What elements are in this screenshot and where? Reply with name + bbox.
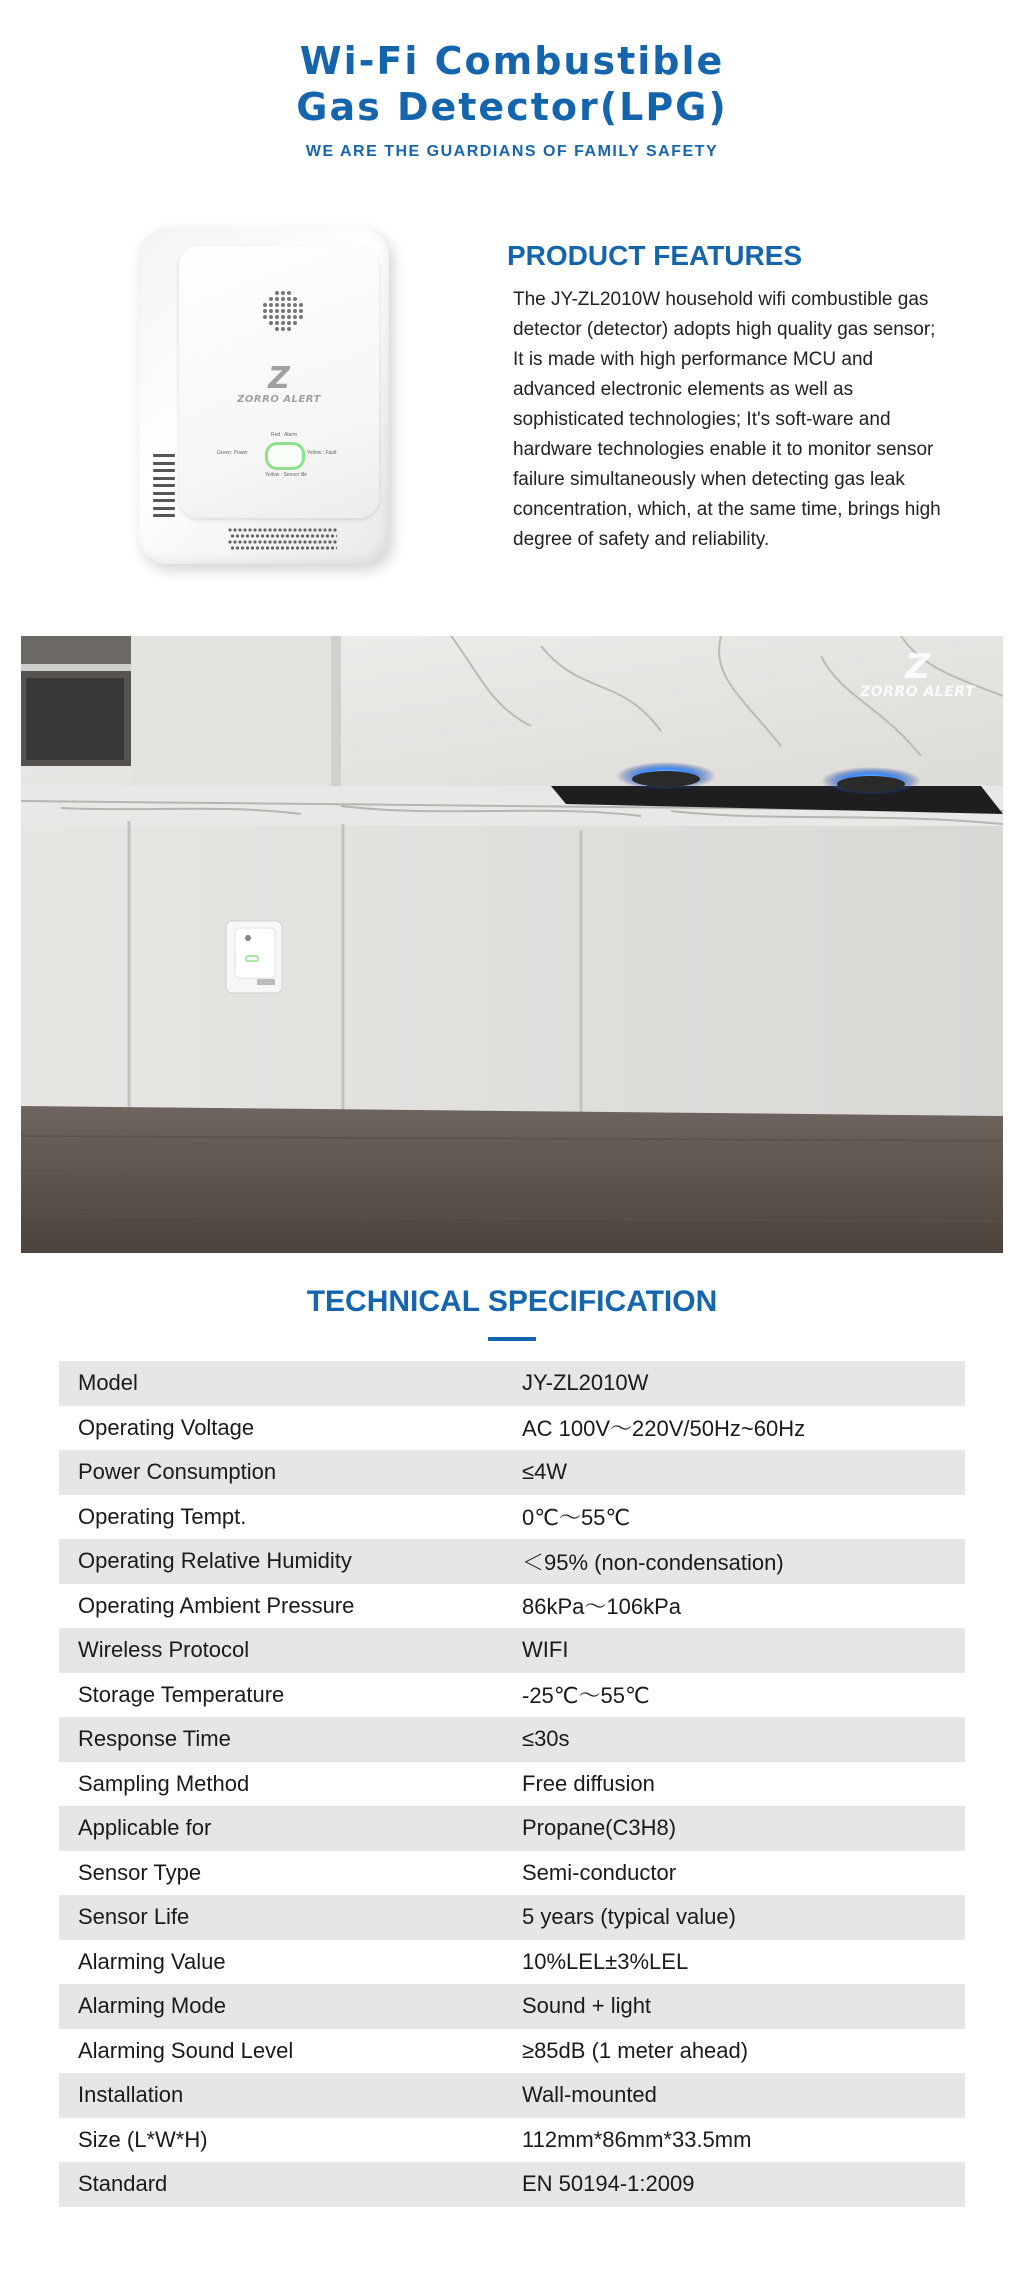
vent-hole bbox=[228, 540, 231, 543]
indicator-label-power: Green: Power bbox=[217, 450, 248, 456]
vent-hole bbox=[268, 540, 271, 543]
vent-hole bbox=[313, 540, 316, 543]
vent-hole bbox=[286, 534, 289, 537]
vent-hole bbox=[233, 540, 236, 543]
product-image bbox=[135, 222, 395, 567]
vent-hole bbox=[328, 540, 331, 543]
spec-row bbox=[59, 2073, 965, 2118]
vent-hole bbox=[278, 528, 281, 531]
vent-slot bbox=[153, 499, 175, 502]
spec-row bbox=[59, 1984, 965, 2029]
spec-value: 5 years (typical value) bbox=[510, 1895, 965, 1940]
speaker-hole bbox=[299, 309, 303, 313]
detector-housing bbox=[139, 228, 389, 564]
vent-hole bbox=[281, 546, 284, 549]
spec-value: Propane(C3H8) bbox=[510, 1806, 965, 1851]
tagline: WE ARE THE GUARDIANS OF FAMILY SAFETY bbox=[305, 143, 719, 160]
speaker-hole bbox=[293, 309, 297, 313]
spec-value: Wall-mounted bbox=[510, 2073, 965, 2118]
speaker-hole bbox=[275, 291, 279, 295]
spec-row bbox=[59, 1495, 965, 1540]
speaker-hole bbox=[275, 327, 279, 331]
vent-hole bbox=[246, 546, 249, 549]
speaker-hole bbox=[287, 309, 291, 313]
spec-value: ＜95% (non-condensation) bbox=[510, 1539, 965, 1584]
speaker-hole bbox=[269, 315, 273, 319]
speaker-hole bbox=[281, 303, 285, 307]
vent-hole bbox=[251, 534, 254, 537]
speaker-hole bbox=[281, 297, 285, 301]
indicator-label-fault: Yellow : Fault bbox=[307, 450, 337, 456]
spec-label: Model bbox=[59, 1361, 510, 1406]
vent-hole bbox=[241, 546, 244, 549]
spec-label: Size (L*W*H) bbox=[78, 2126, 208, 2152]
vent-hole bbox=[323, 528, 326, 531]
vent-hole bbox=[303, 540, 306, 543]
spec-label: Operating Ambient Pressure bbox=[78, 1592, 355, 1618]
vent-slot bbox=[153, 492, 175, 495]
brand-logo-mark: Z bbox=[268, 361, 290, 396]
speaker-hole bbox=[275, 321, 279, 325]
vent-hole bbox=[283, 540, 286, 543]
spec-row bbox=[59, 1717, 965, 1762]
spec-value: -25℃～55℃ bbox=[522, 1683, 650, 1709]
spec-row bbox=[59, 1895, 965, 1940]
vent-hole bbox=[263, 528, 266, 531]
vent-hole bbox=[331, 546, 334, 549]
vent-hole bbox=[281, 534, 284, 537]
vent-hole bbox=[238, 540, 241, 543]
vent-hole bbox=[308, 528, 311, 531]
spec-label: Wireless Protocol bbox=[59, 1628, 510, 1673]
vent-hole bbox=[253, 528, 256, 531]
spec-row bbox=[59, 1539, 965, 1584]
vent-hole bbox=[298, 540, 301, 543]
vent-slot bbox=[153, 469, 175, 472]
spec-row bbox=[59, 2029, 965, 2074]
brand-logo bbox=[229, 361, 329, 405]
features-description: The JY-ZL2010W household wifi combustible gas detector (detector) adopts high quality gas sensor; It is made with high performance MCU and advanced electronic elements as well as sophisticated technologies; It's soft-ware and hardware technologies enable it to monitor sensor failure simultaneously when detecting gas leak concentration, which, at the same time, brings high degree of safety and reliability. bbox=[513, 289, 941, 550]
spec-row bbox=[59, 1851, 965, 1896]
spec-row bbox=[59, 1361, 965, 1406]
page-title-line-1: Wi-Fi Combustible bbox=[299, 39, 725, 83]
vent-hole bbox=[271, 546, 274, 549]
spec-value: 0℃～55℃ bbox=[522, 1505, 631, 1531]
spec-row bbox=[59, 1940, 965, 1985]
spec-value: Sound + light bbox=[510, 1984, 965, 2029]
vent-hole bbox=[291, 546, 294, 549]
vent-hole bbox=[266, 546, 269, 549]
speaker-hole bbox=[281, 327, 285, 331]
spec-label: Sampling Method bbox=[78, 1770, 250, 1796]
vent-hole bbox=[328, 528, 331, 531]
vent-hole bbox=[271, 534, 274, 537]
vent-hole bbox=[268, 528, 271, 531]
indicator-label-alarm: Red : Alarm bbox=[271, 432, 298, 438]
spec-value: EN 50194-1:2009 bbox=[510, 2162, 965, 2207]
speaker-grille bbox=[263, 291, 307, 335]
spec-label: Sensor Life bbox=[59, 1895, 510, 1940]
page-title-line-2: Gas Detector(LPG) bbox=[296, 85, 728, 129]
brand-logo-text: ZORRO ALERT bbox=[237, 394, 321, 405]
kitchen-illustration bbox=[21, 636, 1003, 1253]
spec-row bbox=[59, 2162, 965, 2207]
bottom-vent bbox=[227, 526, 337, 554]
vent-hole bbox=[251, 546, 254, 549]
watermark-mark: Z bbox=[905, 647, 930, 687]
vent-slot bbox=[153, 477, 175, 480]
vent-hole bbox=[298, 528, 301, 531]
vent-hole bbox=[296, 534, 299, 537]
vent-hole bbox=[326, 534, 329, 537]
speaker-hole bbox=[269, 321, 273, 325]
speaker-hole bbox=[287, 303, 291, 307]
vent-hole bbox=[301, 546, 304, 549]
vent-hole bbox=[261, 546, 264, 549]
speaker-hole bbox=[275, 297, 279, 301]
vent-hole bbox=[258, 528, 261, 531]
vent-hole bbox=[263, 540, 266, 543]
vent-hole bbox=[303, 528, 306, 531]
speaker-hole bbox=[263, 315, 267, 319]
spec-label: Storage Temperature bbox=[78, 1681, 285, 1707]
speaker-hole bbox=[275, 303, 279, 307]
vent-hole bbox=[243, 528, 246, 531]
vent-hole bbox=[306, 534, 309, 537]
speaker-hole bbox=[269, 309, 273, 313]
vent-hole bbox=[311, 534, 314, 537]
vent-hole bbox=[316, 546, 319, 549]
spec-row bbox=[59, 1673, 965, 1718]
speaker-hole bbox=[299, 315, 303, 319]
spec-value: 10%LEL±3%LEL bbox=[522, 1948, 689, 1974]
spec-label: Response Time bbox=[59, 1717, 510, 1762]
speaker-hole bbox=[269, 297, 273, 301]
speaker-hole bbox=[287, 291, 291, 295]
spec-row bbox=[59, 2118, 965, 2163]
speaker-hole bbox=[263, 303, 267, 307]
vent-hole bbox=[253, 540, 256, 543]
vent-hole bbox=[336, 534, 337, 537]
spec-title: TECHNICAL SPECIFICATION bbox=[306, 1285, 718, 1318]
vent-hole bbox=[231, 546, 234, 549]
vent-hole bbox=[258, 540, 261, 543]
vent-hole bbox=[276, 534, 279, 537]
vent-hole bbox=[333, 528, 336, 531]
spec-label: Power Consumption bbox=[59, 1450, 510, 1495]
vent-hole bbox=[321, 534, 324, 537]
vent-hole bbox=[318, 540, 321, 543]
speaker-hole bbox=[299, 303, 303, 307]
spec-value: 86kPa～106kPa bbox=[522, 1594, 681, 1620]
vent-hole bbox=[318, 528, 321, 531]
spec-value: Semi-conductor bbox=[522, 1859, 677, 1885]
vent-hole bbox=[273, 540, 276, 543]
speaker-hole bbox=[275, 315, 279, 319]
vent-hole bbox=[236, 546, 239, 549]
spec-label: Installation bbox=[59, 2073, 510, 2118]
spec-row bbox=[59, 1806, 965, 1851]
vent-hole bbox=[293, 528, 296, 531]
vent-hole bbox=[266, 534, 269, 537]
speaker-hole bbox=[269, 303, 273, 307]
vent-hole bbox=[288, 528, 291, 531]
watermark-text: ZORRO ALERT bbox=[860, 684, 975, 700]
vent-hole bbox=[261, 534, 264, 537]
vent-hole bbox=[288, 540, 291, 543]
vent-hole bbox=[321, 546, 324, 549]
indicator-lens bbox=[265, 442, 305, 470]
spec-value: WIFI bbox=[510, 1628, 965, 1673]
spec-value: 112mm*86mm*33.5mm bbox=[522, 2126, 752, 2152]
vent-hole bbox=[241, 534, 244, 537]
spec-row bbox=[59, 1450, 965, 1495]
speaker-hole bbox=[263, 309, 267, 313]
vent-hole bbox=[238, 528, 241, 531]
vent-hole bbox=[323, 540, 326, 543]
spec-row bbox=[59, 1406, 965, 1451]
speaker-hole bbox=[293, 315, 297, 319]
vent-hole bbox=[326, 546, 329, 549]
spec-label: Alarming Sound Level bbox=[78, 2037, 294, 2063]
speaker-hole bbox=[281, 315, 285, 319]
spec-label: Alarming Value bbox=[78, 1948, 226, 1974]
vent-hole bbox=[306, 546, 309, 549]
vent-hole bbox=[286, 546, 289, 549]
vent-hole bbox=[256, 546, 259, 549]
vent-hole bbox=[283, 528, 286, 531]
vent-hole bbox=[248, 528, 251, 531]
spec-label: Applicable for bbox=[59, 1806, 510, 1851]
vent-hole bbox=[301, 534, 304, 537]
spec-label: Alarming Mode bbox=[59, 1984, 510, 2029]
vent-hole bbox=[231, 534, 234, 537]
spec-row bbox=[59, 1584, 965, 1629]
vent-hole bbox=[331, 534, 334, 537]
speaker-hole bbox=[287, 315, 291, 319]
spec-label: Standard bbox=[59, 2162, 510, 2207]
spec-label: Operating Relative Humidity bbox=[59, 1539, 510, 1584]
detector-face bbox=[179, 246, 379, 518]
speaker-hole bbox=[293, 297, 297, 301]
kitchen-scene-image bbox=[21, 636, 1003, 1253]
watermark bbox=[860, 647, 975, 700]
indicator-label-sensor-life: Yellow : Sensor life bbox=[265, 472, 308, 478]
vent-hole bbox=[291, 534, 294, 537]
vent-hole bbox=[308, 540, 311, 543]
vent-hole bbox=[311, 546, 314, 549]
spec-row bbox=[59, 1762, 965, 1807]
spec-value: ≤4W bbox=[510, 1450, 965, 1495]
speaker-hole bbox=[287, 321, 291, 325]
spec-label: Operating Tempt. bbox=[78, 1503, 247, 1529]
page-title bbox=[0, 38, 1024, 130]
speaker-hole bbox=[275, 309, 279, 313]
speaker-hole bbox=[293, 321, 297, 325]
speaker-hole bbox=[281, 321, 285, 325]
vent-slot bbox=[153, 484, 175, 487]
side-vent bbox=[153, 454, 175, 520]
speaker-hole bbox=[287, 327, 291, 331]
vent-slot bbox=[153, 462, 175, 465]
vent-slot bbox=[153, 507, 175, 510]
spec-value: Free diffusion bbox=[522, 1770, 655, 1796]
vent-hole bbox=[233, 528, 236, 531]
vent-hole bbox=[236, 534, 239, 537]
vent-hole bbox=[293, 540, 296, 543]
vent-hole bbox=[296, 546, 299, 549]
spec-title-underline bbox=[488, 1337, 536, 1341]
speaker-hole bbox=[281, 309, 285, 313]
spec-label: Sensor Type bbox=[78, 1859, 202, 1885]
vent-hole bbox=[248, 540, 251, 543]
vent-hole bbox=[313, 528, 316, 531]
vent-hole bbox=[243, 540, 246, 543]
vent-slot bbox=[153, 514, 175, 517]
spec-value: AC 100V～220V/50Hz~60Hz bbox=[522, 1416, 806, 1442]
vent-slot bbox=[153, 454, 175, 457]
vent-hole bbox=[273, 528, 276, 531]
spec-table bbox=[59, 1361, 965, 2207]
speaker-hole bbox=[287, 297, 291, 301]
vent-hole bbox=[246, 534, 249, 537]
vent-hole bbox=[336, 546, 337, 549]
spec-value: JY-ZL2010W bbox=[510, 1361, 965, 1406]
vent-hole bbox=[333, 540, 336, 543]
spec-value: ≥85dB (1 meter ahead) bbox=[522, 2037, 749, 2063]
vent-hole bbox=[316, 534, 319, 537]
spec-row bbox=[59, 1628, 965, 1673]
vent-hole bbox=[256, 534, 259, 537]
spec-label: Operating Voltage bbox=[78, 1414, 255, 1440]
features-title: PRODUCT FEATURES bbox=[507, 240, 803, 271]
vent-hole bbox=[278, 540, 281, 543]
speaker-hole bbox=[281, 291, 285, 295]
spec-value: ≤30s bbox=[510, 1717, 965, 1762]
vent-hole bbox=[228, 528, 231, 531]
speaker-hole bbox=[293, 303, 297, 307]
vent-hole bbox=[276, 546, 279, 549]
